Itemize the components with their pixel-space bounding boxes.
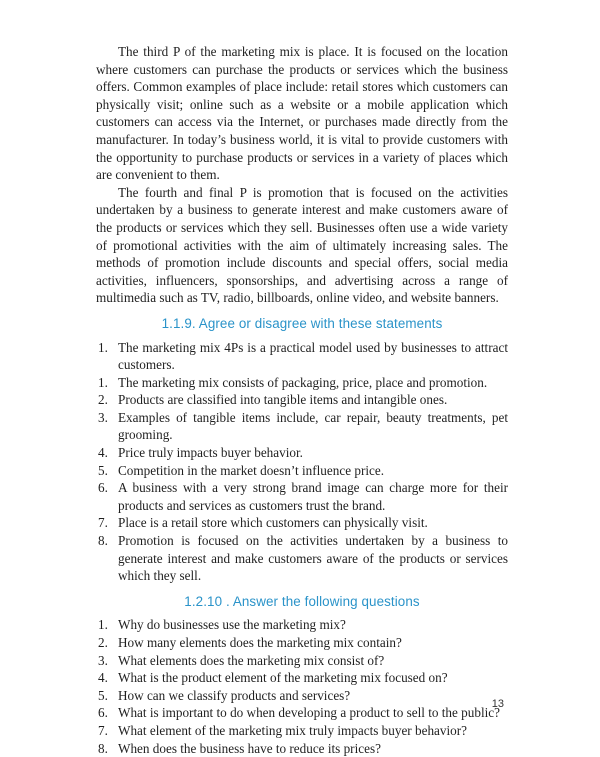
list-item-text: Place is a retail store which customers can physically visit. — [118, 515, 428, 531]
list-item-number: 2. — [98, 392, 108, 408]
list-item-number: 1. — [98, 374, 108, 390]
statement-item — [96, 374, 508, 392]
list-item-text: What elements does the marketing mix consist of? — [118, 652, 385, 668]
list-item-number: 3. — [98, 652, 108, 668]
list-item-text: The marketing mix 4Ps is a practical model used by businesses to attract customers. — [118, 339, 508, 373]
section-heading-agree-disagree: 1.1.9. Agree or disagree with these statements — [161, 315, 443, 331]
list-item-number: 7. — [98, 722, 108, 738]
questions-list — [96, 616, 508, 757]
statement-item — [96, 479, 508, 514]
list-item-text: When does the business have to reduce its prices? — [118, 740, 381, 756]
statement-item — [96, 444, 508, 462]
list-item-text: Examples of tangible items include, car repair, beauty treatments, pet grooming. — [118, 409, 508, 443]
statement-item — [96, 409, 508, 444]
list-item-text: Competition in the market doesn’t influence price. — [118, 462, 384, 478]
list-item-text: What is the product element of the marketing mix focused on? — [118, 670, 448, 686]
list-item-number: 4. — [98, 670, 108, 686]
statement-item — [96, 391, 508, 409]
list-item-number: 1. — [98, 339, 108, 355]
section-heading-questions: 1.2.10 . Answer the following questions — [184, 593, 420, 609]
list-item-number: 8. — [98, 533, 108, 549]
list-item-text: Why do businesses use the marketing mix? — [118, 617, 346, 633]
list-item-text: A business with a very strong brand image can charge more for their products and services as customers trust the brand. — [118, 480, 508, 513]
question-item — [96, 616, 508, 634]
statement-item — [96, 532, 508, 585]
question-item — [96, 740, 508, 757]
statement-item — [96, 462, 508, 480]
list-item-number: 8. — [98, 740, 108, 756]
list-item-text: Products are classified into tangible items and intangible ones. — [118, 392, 448, 408]
question-item — [96, 669, 508, 687]
paragraph-promotion: The fourth and final P is promotion that is focused on the activities undertaken by a business to generate interest and make customers aware of the products or services which they sell. Businesses often use a wide variety of promotional activities with the aim of ultimately increasing sales. The methods of promotion include discounts and special offers, social media activities, influencers, sponsorships, and advertising across a range of multimedia such as TV, radio, billboards, online video, and website banners. — [96, 184, 508, 306]
list-item-text: The marketing mix consists of packaging, price, place and promotion. — [118, 374, 488, 390]
statement-item — [96, 339, 508, 374]
list-item-number: 7. — [98, 515, 108, 531]
list-item-text: What is important to do when developing a product to sell to the public? — [118, 705, 500, 721]
list-item-number: 5. — [98, 687, 108, 703]
list-item-number: 2. — [98, 635, 108, 650]
list-item-number: 4. — [98, 445, 108, 461]
list-item-text: Promotion is focused on the activities undertaken by a business to generate interest and make customers aware of the products or services which they sell. — [118, 533, 508, 584]
question-item — [96, 687, 508, 705]
question-item — [96, 652, 508, 670]
body-text — [96, 43, 508, 757]
question-item — [96, 722, 508, 740]
page-number: 13 — [491, 698, 504, 710]
paragraph-place: The third P of the marketing mix is place. It is focused on the location where customers can purchase the products or services which the business offers. Common examples of place include: retail stores which customers can physically visit; online such as a website or a mobile application which customers can access via the Internet, or purchases made directly from the manufacturer. In today’s business world, it is vital to provide customers with the opportunity to purchase products or services in a variety of places which are convenient to them. — [96, 44, 508, 183]
list-item-number: 6. — [98, 480, 108, 496]
list-item-text: Price truly impacts buyer behavior. — [118, 445, 303, 461]
list-item-number: 6. — [98, 705, 108, 721]
question-item — [96, 704, 508, 722]
statements-list — [96, 339, 508, 585]
list-item-number: 3. — [98, 409, 108, 425]
question-item — [96, 634, 508, 652]
list-item-text: How can we classify products and services? — [118, 687, 351, 703]
list-item-text: What element of the marketing mix truly impacts buyer behavior? — [118, 722, 467, 738]
list-item-number: 1. — [98, 617, 108, 633]
statement-item — [96, 514, 508, 532]
list-item-text: How many elements does the marketing mix contain? — [118, 635, 402, 650]
list-item-number: 5. — [98, 462, 108, 478]
